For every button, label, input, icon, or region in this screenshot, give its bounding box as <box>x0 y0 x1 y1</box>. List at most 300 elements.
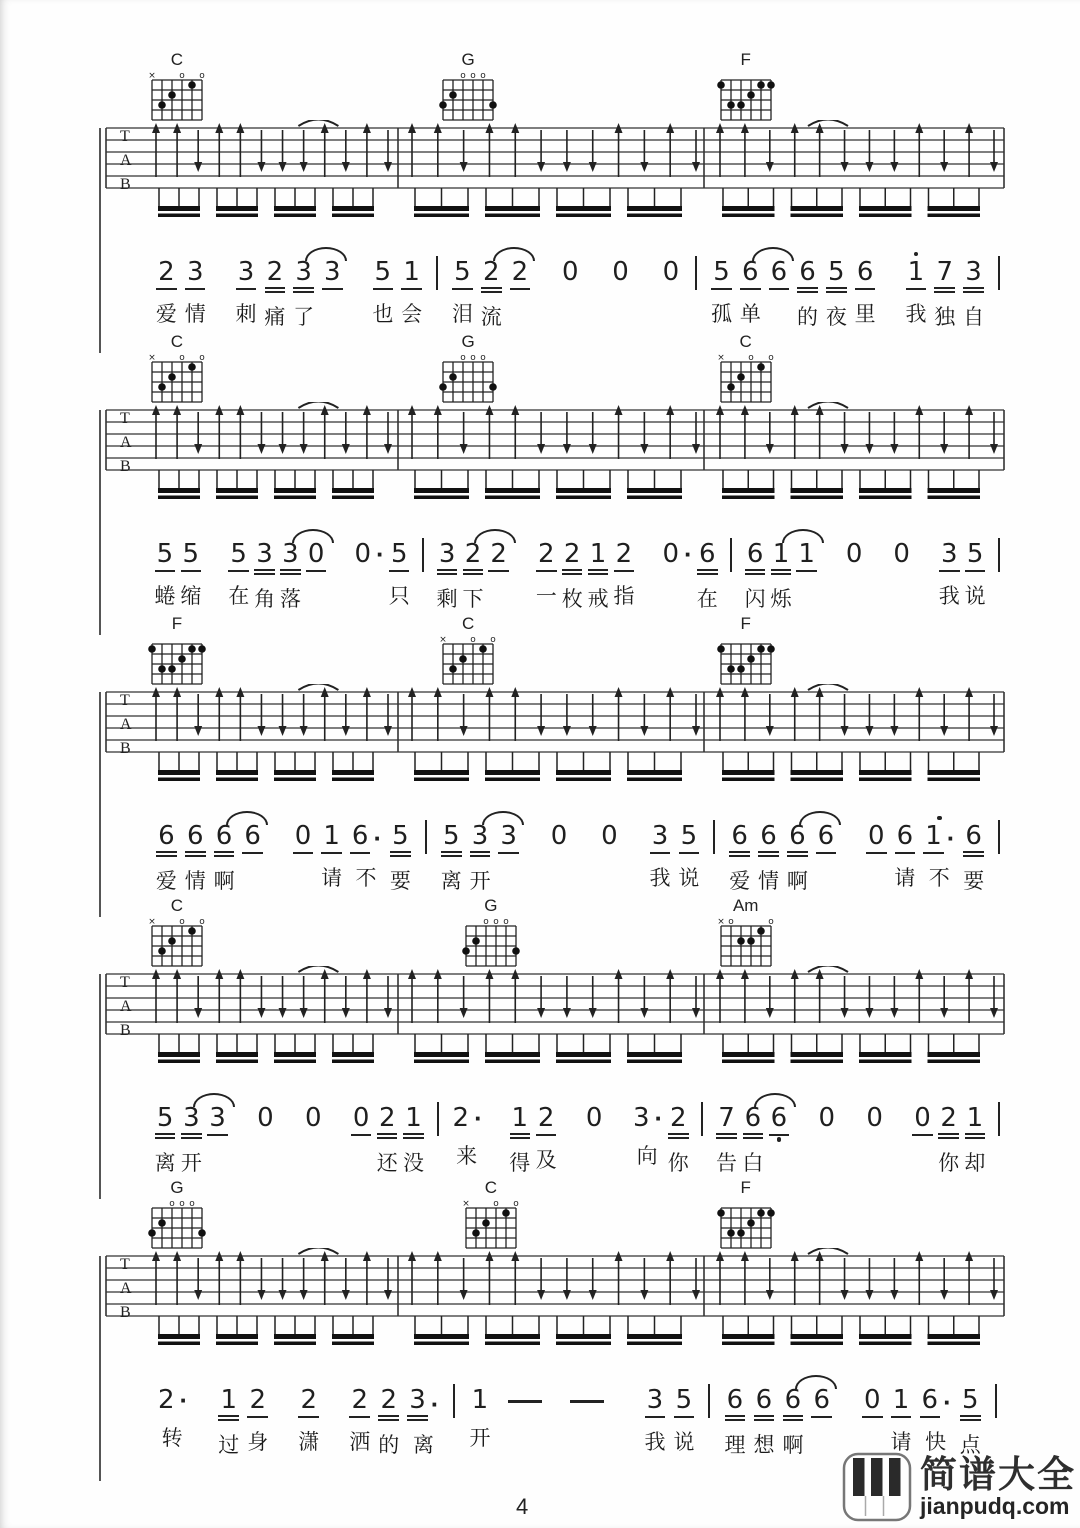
melody-note <box>182 532 200 610</box>
note-number: 3 <box>254 540 275 575</box>
melody-note <box>716 1096 738 1177</box>
note-head <box>303 1104 324 1132</box>
note-head <box>965 1104 986 1139</box>
note-head <box>661 258 682 286</box>
beam-group <box>791 470 844 499</box>
lyric-syllable: 不 <box>928 867 950 890</box>
lyric-syllable: 了 <box>293 306 315 329</box>
lyric-syllable: 戒 <box>587 588 609 611</box>
melody-note <box>469 1378 490 1452</box>
note-number: 6 <box>743 1104 764 1139</box>
finger-dot <box>727 1229 735 1237</box>
note-head <box>373 258 394 290</box>
note-number: 6 <box>769 1104 790 1136</box>
melody-barline <box>422 538 424 572</box>
tab-letter: A <box>120 716 132 733</box>
lyric-syllable: 啊 <box>786 870 808 893</box>
note-head <box>797 258 818 293</box>
melody-dash-wrap <box>570 1378 604 1403</box>
note-head <box>895 822 916 854</box>
chord-diagram <box>459 916 523 972</box>
melody-note <box>404 1096 422 1177</box>
note-head <box>228 540 249 572</box>
melody-note <box>537 532 555 610</box>
note-head <box>754 1386 775 1421</box>
lyric-syllable: 单 <box>739 303 761 326</box>
note-number: 3 <box>470 822 491 857</box>
note-head <box>389 540 410 572</box>
note-number: 6 <box>740 258 761 290</box>
chord-diagram <box>145 916 209 972</box>
lyric-syllable: 却 <box>964 1152 986 1175</box>
system-left-line <box>99 128 101 353</box>
finger-dot <box>767 81 775 89</box>
melody-note <box>156 1096 174 1177</box>
note-number: 0 <box>662 539 680 569</box>
note-number: 3 <box>939 540 960 572</box>
melody-note <box>615 532 633 610</box>
string-marker: o <box>483 917 489 927</box>
note-number: 1 <box>771 540 792 575</box>
finger-dot <box>188 645 196 653</box>
melody-note <box>599 814 619 888</box>
note-head <box>923 822 955 854</box>
augmentation-dot: · <box>376 539 385 569</box>
strum-measure <box>716 969 998 1023</box>
string-marker: o <box>727 917 734 927</box>
lyric-syllable: 还 <box>376 1152 398 1175</box>
melody-note <box>490 532 507 610</box>
string-marker: o <box>199 353 205 363</box>
melody-note <box>818 1096 836 1170</box>
strum-measure <box>408 687 700 741</box>
lyric-syllable: 离 <box>440 870 462 893</box>
note-head <box>255 1104 276 1132</box>
melody-note <box>498 814 518 892</box>
beam-group <box>928 752 981 781</box>
note-number: 5 <box>373 258 394 290</box>
note-number: 5 <box>228 540 249 572</box>
melody-note <box>966 532 984 610</box>
lyric-syllable: 自 <box>963 306 985 329</box>
note-number: 6 <box>214 822 235 857</box>
note-number: 1 <box>588 540 609 575</box>
chord-diagram <box>145 1198 209 1254</box>
lyric-syllable: 情 <box>184 303 206 326</box>
beam-group <box>859 470 912 499</box>
chord-C <box>455 1179 527 1254</box>
chord-Am <box>710 897 782 972</box>
note-number: 0 <box>818 1103 836 1133</box>
melody-note <box>816 814 836 892</box>
chord-name: C <box>170 332 184 351</box>
beam-group <box>332 188 374 217</box>
melody-note <box>893 532 910 606</box>
note-head <box>218 1386 239 1421</box>
beam-group <box>414 1034 469 1063</box>
melody-note <box>744 1096 762 1177</box>
note-number: 6 <box>697 540 718 575</box>
note-head <box>407 1386 439 1421</box>
melody-dash <box>570 1400 604 1403</box>
beam-group <box>722 1034 775 1063</box>
note-head <box>743 1104 764 1139</box>
note-number: 0 <box>893 539 910 569</box>
strum-measure <box>716 1251 998 1305</box>
lyric-syllable: 剩 <box>436 588 458 611</box>
staff-svg <box>100 1248 1010 1352</box>
chord-C <box>141 333 213 408</box>
chord-name: F <box>171 614 183 633</box>
note-number: 5 <box>826 258 847 293</box>
system-left-line <box>99 692 101 917</box>
melody-note <box>279 532 301 613</box>
lyric-syllable: 告 <box>716 1152 738 1175</box>
chord-G <box>432 51 504 126</box>
note-number: 2 <box>536 1104 557 1136</box>
note-head <box>437 540 458 575</box>
melody-lyrics-row <box>152 1096 1010 1177</box>
melody-note <box>661 250 681 324</box>
string-marker: o <box>199 71 205 81</box>
chord-G <box>141 1179 213 1254</box>
lyric-syllable: 我 <box>938 585 960 608</box>
note-head <box>938 1104 959 1139</box>
lyric-syllable: 我 <box>649 867 671 890</box>
chord-name: G <box>461 332 475 351</box>
note-number: 5 <box>389 540 410 572</box>
lyric-syllable: 我 <box>644 1431 666 1454</box>
finger-dot <box>757 645 765 653</box>
string-marker: o <box>493 1199 499 1209</box>
tab-staff <box>100 120 1010 224</box>
finger-dot <box>757 927 765 935</box>
note-number: 1 <box>965 1104 986 1139</box>
lyric-syllable: 枚 <box>561 588 583 611</box>
note-number: 6 <box>185 822 206 857</box>
string-marker: o <box>179 1199 185 1209</box>
note-head <box>960 1386 981 1421</box>
melody-note <box>511 1096 529 1177</box>
finger-dot <box>158 101 166 109</box>
beam-group <box>216 752 258 781</box>
lyric-syllable: 的 <box>378 1434 400 1457</box>
string-marker: o <box>470 71 476 81</box>
note-head <box>562 540 583 575</box>
finger-dot <box>737 101 745 109</box>
lyric-syllable: 一 <box>535 585 557 608</box>
lyric-syllable: 啊 <box>782 1434 804 1457</box>
melody-note <box>772 532 790 613</box>
note-head <box>745 540 766 575</box>
melody-note <box>372 250 393 328</box>
chord-row <box>100 888 1010 966</box>
beam-group <box>216 1034 258 1063</box>
beam-group <box>158 470 200 499</box>
melody-note <box>895 814 916 892</box>
note-number: 6 <box>783 1386 804 1421</box>
beam-group <box>274 1316 316 1345</box>
augmentation-dot: · <box>373 823 383 853</box>
melody-note <box>963 814 984 895</box>
strum-measure <box>152 405 392 459</box>
finger-dot <box>158 665 166 673</box>
lyric-syllable: 来 <box>456 1145 478 1168</box>
melody-note <box>729 814 750 895</box>
lyric-syllable: 情 <box>184 870 206 893</box>
note-head <box>614 540 635 572</box>
lyric-syllable: 及 <box>535 1149 557 1172</box>
chord-diagram <box>714 634 778 690</box>
melody-note <box>185 814 206 895</box>
note-number: 1 <box>321 822 342 854</box>
finger-dot <box>158 947 166 955</box>
note-number: 5 <box>679 822 700 854</box>
melody-note <box>589 532 607 613</box>
tab-system <box>100 888 1010 1175</box>
note-number: 3 <box>650 822 671 854</box>
beam-group <box>627 752 682 781</box>
melody-note <box>185 250 206 328</box>
chord-F <box>710 615 782 690</box>
finger-dot <box>717 81 725 89</box>
note-head <box>214 822 235 857</box>
note-number: 0 <box>866 1103 883 1133</box>
finger-dot <box>178 655 186 663</box>
lyric-syllable: 开 <box>469 870 491 893</box>
note-head <box>855 258 876 290</box>
note-number: 0 <box>306 540 327 572</box>
chord-C <box>710 333 782 408</box>
finger-dot <box>757 363 765 371</box>
note-number: 1 <box>401 258 422 290</box>
lyric-syllable: 下 <box>462 588 484 611</box>
beam-group <box>556 1034 611 1063</box>
beam-group <box>791 1316 844 1345</box>
note-head <box>549 822 570 850</box>
watermark-text <box>920 1456 1076 1518</box>
beam-group <box>414 470 469 499</box>
finger-dot <box>502 1209 510 1217</box>
beam-group <box>556 752 611 781</box>
melody-note <box>441 814 462 895</box>
lyric-syllable: 没 <box>402 1152 424 1175</box>
note-head <box>912 1104 933 1136</box>
note-head <box>711 258 732 290</box>
lyric-syllable: 要 <box>963 870 985 893</box>
tie-arc <box>808 1248 848 1254</box>
finger-dot <box>459 655 467 663</box>
note-number: 3 <box>322 258 343 290</box>
note-number: 0 <box>845 539 863 569</box>
tie-arc <box>298 120 338 126</box>
finger-dot <box>168 937 176 945</box>
melody-barline <box>713 820 715 854</box>
finger-dot <box>717 1209 725 1217</box>
note-head <box>185 822 206 857</box>
note-head <box>181 1104 202 1139</box>
finger-dot <box>489 383 497 391</box>
augmentation-dot: · <box>654 1103 664 1133</box>
lyric-syllable: 开 <box>180 1152 202 1175</box>
note-head <box>470 1386 491 1414</box>
finger-dot <box>439 101 447 109</box>
melody-barline <box>998 820 1000 854</box>
note-number: 6 <box>350 822 371 854</box>
note-head <box>280 540 301 575</box>
tie-arc <box>298 966 338 972</box>
finger-dot <box>737 1229 745 1237</box>
finger-dot <box>489 101 497 109</box>
melody-barline <box>701 1102 703 1136</box>
melody-note <box>156 250 177 328</box>
finger-dot <box>449 91 457 99</box>
melody-note <box>940 532 958 610</box>
note-head <box>401 258 422 290</box>
finger-dot <box>717 645 725 653</box>
tab-staff <box>100 1248 1010 1352</box>
note-number: 2 <box>614 540 635 572</box>
note-head <box>350 822 382 854</box>
melody-note <box>914 1096 932 1174</box>
finger-dot <box>767 645 775 653</box>
beam-group <box>485 1034 540 1063</box>
chord-diagram <box>714 1198 778 1254</box>
lyric-syllable: 也 <box>372 303 394 326</box>
string-marker: o <box>199 917 205 927</box>
note-number: 0 <box>257 1103 274 1133</box>
melody-note <box>352 1096 370 1174</box>
chord-diagram <box>459 1198 523 1254</box>
string-marker: × <box>462 1199 470 1209</box>
lyric-syllable: 快 <box>925 1431 947 1454</box>
beam-group <box>627 1034 682 1063</box>
augmentation-dot: · <box>684 539 693 569</box>
note-number: 3 <box>633 1103 650 1133</box>
note-head <box>697 540 718 575</box>
melody-lyrics-row <box>152 532 1010 613</box>
string-marker: o <box>169 1199 175 1209</box>
note-number: 0 <box>912 1104 933 1136</box>
note-number: 6 <box>811 1386 832 1418</box>
note-number: 5 <box>155 1104 176 1139</box>
beam-group <box>791 1034 844 1063</box>
note-head <box>351 1104 372 1136</box>
note-number: 1 <box>510 1104 531 1139</box>
lyric-syllable: 理 <box>724 1434 746 1457</box>
lyric-syllable: 请 <box>894 867 916 890</box>
tab-letter: T <box>120 974 130 991</box>
note-number: 0 <box>612 257 629 287</box>
note-number: 2 <box>378 1386 399 1421</box>
strum-measure <box>716 123 998 177</box>
note-head <box>298 1386 319 1418</box>
chord-diagram <box>145 634 209 690</box>
note-number: 1 <box>471 1385 489 1415</box>
tie-arc <box>298 402 338 408</box>
chord-F <box>710 1179 782 1254</box>
melody-note <box>711 250 732 328</box>
melody-note <box>797 250 818 331</box>
note-number: 6 <box>729 822 750 857</box>
note-head <box>498 822 519 854</box>
beam-group <box>274 470 316 499</box>
melody-note <box>585 1096 603 1170</box>
melody-note <box>510 250 530 328</box>
note-number: 5 <box>155 540 176 572</box>
melody-note <box>963 250 984 331</box>
note-head <box>265 258 286 293</box>
tie-arc <box>808 966 848 972</box>
melody-note <box>966 1096 984 1177</box>
note-number: 1 <box>218 1386 239 1421</box>
strum-measure <box>408 1251 700 1305</box>
melody-note <box>563 532 581 613</box>
melody-lyrics-row <box>152 814 1010 895</box>
melody-note <box>650 814 671 892</box>
note-number: 6 <box>242 822 263 854</box>
note-head <box>207 1104 228 1136</box>
note-head <box>322 258 343 290</box>
melody-dash-wrap <box>508 1378 542 1403</box>
chord-C <box>141 51 213 126</box>
melody-note <box>470 814 491 895</box>
lyric-syllable: 在 <box>696 588 718 611</box>
lyric-syllable: 只 <box>388 585 410 608</box>
lyric-syllable: 说 <box>964 585 986 608</box>
chord-C <box>432 615 504 690</box>
melody-barline <box>425 820 427 854</box>
note-head <box>963 258 984 293</box>
page-footer <box>0 1442 1080 1528</box>
note-head <box>716 1104 737 1139</box>
melody-barline <box>437 1102 439 1136</box>
lyric-syllable: 落 <box>279 588 301 611</box>
note-number: 5 <box>711 258 732 290</box>
finger-dot <box>737 665 745 673</box>
melody-note <box>481 250 502 331</box>
note-head <box>758 822 779 857</box>
lyric-syllable: 说 <box>678 867 700 890</box>
page-number: 4 <box>516 1494 529 1519</box>
note-head <box>891 1386 912 1418</box>
finger-dot <box>158 1219 166 1227</box>
note-number: 0 <box>866 822 887 854</box>
note-number: 3 <box>280 540 301 575</box>
note-head <box>293 822 314 854</box>
note-head <box>247 1386 268 1418</box>
melody-note <box>866 814 886 892</box>
string-marker: o <box>747 353 754 363</box>
note-head <box>725 1386 746 1421</box>
note-number: 3 <box>407 1386 428 1421</box>
note-number: 2 <box>377 1104 398 1139</box>
chord-diagram <box>714 70 778 126</box>
lyric-syllable: 爱 <box>729 870 751 893</box>
finger-dot <box>512 947 520 955</box>
string-marker: o <box>470 635 476 645</box>
finger-dot <box>188 927 196 935</box>
beam-group <box>859 752 912 781</box>
lyric-syllable: 蜷 <box>154 585 176 608</box>
melody-note <box>866 1096 884 1170</box>
beam-group <box>332 470 374 499</box>
lyric-syllable: 请 <box>321 867 343 890</box>
tab-letter: A <box>120 434 132 451</box>
chord-row <box>100 324 1010 402</box>
lyric-syllable: 烁 <box>770 588 792 611</box>
note-head <box>481 258 502 293</box>
